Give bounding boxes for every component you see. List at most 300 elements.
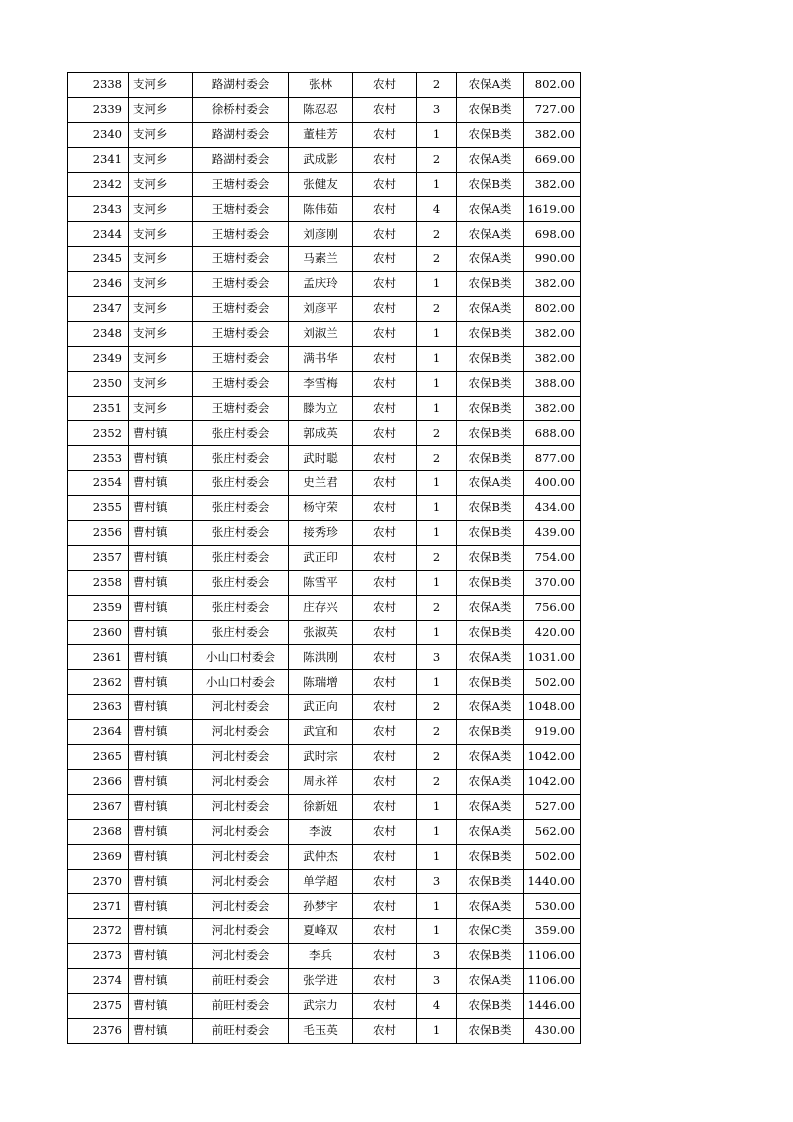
row-id-cell: 2360 — [68, 620, 129, 645]
township-cell: 曹村镇 — [129, 869, 193, 894]
village-committee-cell: 路湖村委会 — [193, 73, 289, 98]
area-type-cell: 农村 — [353, 819, 417, 844]
household-count-cell: 1 — [417, 620, 457, 645]
household-count-cell: 3 — [417, 969, 457, 994]
household-count-cell: 1 — [417, 496, 457, 521]
records-table — [67, 72, 581, 1044]
amount-cell: 388.00 — [524, 371, 581, 396]
township-cell: 支河乡 — [129, 122, 193, 147]
village-committee-cell: 河北村委会 — [193, 769, 289, 794]
area-type-cell: 农村 — [353, 272, 417, 297]
records-body — [68, 73, 581, 1044]
township-cell: 曹村镇 — [129, 471, 193, 496]
amount-cell: 382.00 — [524, 172, 581, 197]
amount-cell: 688.00 — [524, 421, 581, 446]
person-name-cell: 孟庆玲 — [289, 272, 353, 297]
township-cell: 曹村镇 — [129, 446, 193, 471]
township-cell: 支河乡 — [129, 272, 193, 297]
row-id-cell: 2348 — [68, 321, 129, 346]
person-name-cell: 武仲杰 — [289, 844, 353, 869]
amount-cell: 382.00 — [524, 346, 581, 371]
table-row — [68, 496, 581, 521]
category-cell: 农保B类 — [457, 570, 524, 595]
amount-cell: 877.00 — [524, 446, 581, 471]
village-committee-cell: 王塘村委会 — [193, 321, 289, 346]
township-cell: 支河乡 — [129, 73, 193, 98]
person-name-cell: 刘淑兰 — [289, 321, 353, 346]
area-type-cell: 农村 — [353, 993, 417, 1018]
township-cell: 支河乡 — [129, 371, 193, 396]
table-row — [68, 595, 581, 620]
category-cell: 农保C类 — [457, 919, 524, 944]
area-type-cell: 农村 — [353, 521, 417, 546]
person-name-cell: 陈洪刚 — [289, 645, 353, 670]
village-committee-cell: 前旺村委会 — [193, 1018, 289, 1043]
row-id-cell: 2349 — [68, 346, 129, 371]
amount-cell: 754.00 — [524, 545, 581, 570]
household-count-cell: 3 — [417, 645, 457, 670]
township-cell: 曹村镇 — [129, 545, 193, 570]
area-type-cell: 农村 — [353, 1018, 417, 1043]
household-count-cell: 1 — [417, 172, 457, 197]
township-cell: 曹村镇 — [129, 819, 193, 844]
township-cell: 曹村镇 — [129, 769, 193, 794]
person-name-cell: 张学进 — [289, 969, 353, 994]
village-committee-cell: 张庄村委会 — [193, 595, 289, 620]
amount-cell: 1106.00 — [524, 969, 581, 994]
household-count-cell: 2 — [417, 545, 457, 570]
row-id-cell: 2374 — [68, 969, 129, 994]
row-id-cell: 2356 — [68, 521, 129, 546]
area-type-cell: 农村 — [353, 620, 417, 645]
category-cell: 农保A类 — [457, 645, 524, 670]
table-row — [68, 222, 581, 247]
person-name-cell: 武时聪 — [289, 446, 353, 471]
household-count-cell: 2 — [417, 247, 457, 272]
area-type-cell: 农村 — [353, 371, 417, 396]
household-count-cell: 2 — [417, 695, 457, 720]
amount-cell: 1619.00 — [524, 197, 581, 222]
area-type-cell: 农村 — [353, 446, 417, 471]
village-committee-cell: 王塘村委会 — [193, 172, 289, 197]
category-cell: 农保A类 — [457, 695, 524, 720]
row-id-cell: 2346 — [68, 272, 129, 297]
village-committee-cell: 王塘村委会 — [193, 371, 289, 396]
area-type-cell: 农村 — [353, 670, 417, 695]
township-cell: 支河乡 — [129, 147, 193, 172]
area-type-cell: 农村 — [353, 172, 417, 197]
township-cell: 支河乡 — [129, 172, 193, 197]
amount-cell: 382.00 — [524, 122, 581, 147]
area-type-cell: 农村 — [353, 869, 417, 894]
table-row — [68, 197, 581, 222]
table-row — [68, 993, 581, 1018]
amount-cell: 802.00 — [524, 297, 581, 322]
amount-cell: 990.00 — [524, 247, 581, 272]
household-count-cell: 1 — [417, 894, 457, 919]
row-id-cell: 2365 — [68, 745, 129, 770]
household-count-cell: 2 — [417, 222, 457, 247]
area-type-cell: 农村 — [353, 297, 417, 322]
household-count-cell: 1 — [417, 670, 457, 695]
category-cell: 农保B类 — [457, 346, 524, 371]
person-name-cell: 张林 — [289, 73, 353, 98]
area-type-cell: 农村 — [353, 944, 417, 969]
row-id-cell: 2361 — [68, 645, 129, 670]
household-count-cell: 1 — [417, 819, 457, 844]
household-count-cell: 2 — [417, 297, 457, 322]
person-name-cell: 刘彦刚 — [289, 222, 353, 247]
person-name-cell: 武正向 — [289, 695, 353, 720]
row-id-cell: 2340 — [68, 122, 129, 147]
village-committee-cell: 河北村委会 — [193, 745, 289, 770]
row-id-cell: 2341 — [68, 147, 129, 172]
person-name-cell: 郭成英 — [289, 421, 353, 446]
amount-cell: 502.00 — [524, 844, 581, 869]
township-cell: 曹村镇 — [129, 969, 193, 994]
household-count-cell: 2 — [417, 73, 457, 98]
village-committee-cell: 路湖村委会 — [193, 122, 289, 147]
row-id-cell: 2375 — [68, 993, 129, 1018]
area-type-cell: 农村 — [353, 73, 417, 98]
household-count-cell: 1 — [417, 371, 457, 396]
area-type-cell: 农村 — [353, 645, 417, 670]
row-id-cell: 2376 — [68, 1018, 129, 1043]
category-cell: 农保A类 — [457, 147, 524, 172]
household-count-cell: 1 — [417, 844, 457, 869]
row-id-cell: 2362 — [68, 670, 129, 695]
township-cell: 曹村镇 — [129, 570, 193, 595]
household-count-cell: 2 — [417, 745, 457, 770]
township-cell: 支河乡 — [129, 321, 193, 346]
township-cell: 曹村镇 — [129, 844, 193, 869]
area-type-cell: 农村 — [353, 570, 417, 595]
table-row — [68, 645, 581, 670]
row-id-cell: 2343 — [68, 197, 129, 222]
table-row — [68, 521, 581, 546]
person-name-cell: 陈忍忍 — [289, 97, 353, 122]
area-type-cell: 农村 — [353, 471, 417, 496]
table-row — [68, 869, 581, 894]
household-count-cell: 3 — [417, 869, 457, 894]
village-committee-cell: 河北村委会 — [193, 819, 289, 844]
person-name-cell: 李波 — [289, 819, 353, 844]
area-type-cell: 农村 — [353, 122, 417, 147]
amount-cell: 669.00 — [524, 147, 581, 172]
table-row — [68, 745, 581, 770]
township-cell: 支河乡 — [129, 346, 193, 371]
amount-cell: 919.00 — [524, 720, 581, 745]
row-id-cell: 2351 — [68, 396, 129, 421]
table-row — [68, 794, 581, 819]
person-name-cell: 陈伟茹 — [289, 197, 353, 222]
category-cell: 农保A类 — [457, 247, 524, 272]
table-row — [68, 720, 581, 745]
area-type-cell: 农村 — [353, 247, 417, 272]
village-committee-cell: 张庄村委会 — [193, 521, 289, 546]
category-cell: 农保B类 — [457, 944, 524, 969]
table-row — [68, 97, 581, 122]
amount-cell: 1440.00 — [524, 869, 581, 894]
person-name-cell: 李兵 — [289, 944, 353, 969]
category-cell: 农保B类 — [457, 620, 524, 645]
household-count-cell: 1 — [417, 471, 457, 496]
village-committee-cell: 小山口村委会 — [193, 670, 289, 695]
category-cell: 农保A类 — [457, 471, 524, 496]
township-cell: 曹村镇 — [129, 695, 193, 720]
amount-cell: 698.00 — [524, 222, 581, 247]
area-type-cell: 农村 — [353, 346, 417, 371]
area-type-cell: 农村 — [353, 595, 417, 620]
village-committee-cell: 王塘村委会 — [193, 247, 289, 272]
area-type-cell: 农村 — [353, 745, 417, 770]
township-cell: 曹村镇 — [129, 944, 193, 969]
village-committee-cell: 王塘村委会 — [193, 222, 289, 247]
category-cell: 农保B类 — [457, 446, 524, 471]
table-row — [68, 969, 581, 994]
household-count-cell: 1 — [417, 321, 457, 346]
township-cell: 曹村镇 — [129, 521, 193, 546]
table-row — [68, 570, 581, 595]
person-name-cell: 接秀珍 — [289, 521, 353, 546]
amount-cell: 382.00 — [524, 396, 581, 421]
household-count-cell: 1 — [417, 570, 457, 595]
table-row — [68, 819, 581, 844]
amount-cell: 382.00 — [524, 272, 581, 297]
area-type-cell: 农村 — [353, 222, 417, 247]
category-cell: 农保B类 — [457, 396, 524, 421]
amount-cell: 420.00 — [524, 620, 581, 645]
row-id-cell: 2373 — [68, 944, 129, 969]
row-id-cell: 2372 — [68, 919, 129, 944]
category-cell: 农保B类 — [457, 869, 524, 894]
amount-cell: 430.00 — [524, 1018, 581, 1043]
amount-cell: 400.00 — [524, 471, 581, 496]
row-id-cell: 2344 — [68, 222, 129, 247]
amount-cell: 1048.00 — [524, 695, 581, 720]
person-name-cell: 李雪梅 — [289, 371, 353, 396]
village-committee-cell: 河北村委会 — [193, 944, 289, 969]
household-count-cell: 1 — [417, 122, 457, 147]
village-committee-cell: 张庄村委会 — [193, 471, 289, 496]
table-row — [68, 147, 581, 172]
amount-cell: 439.00 — [524, 521, 581, 546]
table-row — [68, 321, 581, 346]
row-id-cell: 2342 — [68, 172, 129, 197]
amount-cell: 434.00 — [524, 496, 581, 521]
category-cell: 农保B类 — [457, 521, 524, 546]
row-id-cell: 2370 — [68, 869, 129, 894]
table-row — [68, 122, 581, 147]
person-name-cell: 单学超 — [289, 869, 353, 894]
township-cell: 曹村镇 — [129, 993, 193, 1018]
area-type-cell: 农村 — [353, 421, 417, 446]
amount-cell: 382.00 — [524, 321, 581, 346]
township-cell: 曹村镇 — [129, 919, 193, 944]
village-committee-cell: 前旺村委会 — [193, 993, 289, 1018]
household-count-cell: 1 — [417, 794, 457, 819]
person-name-cell: 毛玉英 — [289, 1018, 353, 1043]
person-name-cell: 张淑英 — [289, 620, 353, 645]
amount-cell: 756.00 — [524, 595, 581, 620]
area-type-cell: 农村 — [353, 794, 417, 819]
amount-cell: 1042.00 — [524, 745, 581, 770]
village-committee-cell: 小山口村委会 — [193, 645, 289, 670]
table-row — [68, 1018, 581, 1043]
amount-cell: 502.00 — [524, 670, 581, 695]
person-name-cell: 武宜和 — [289, 720, 353, 745]
category-cell: 农保A类 — [457, 969, 524, 994]
category-cell: 农保B类 — [457, 670, 524, 695]
village-committee-cell: 河北村委会 — [193, 919, 289, 944]
area-type-cell: 农村 — [353, 147, 417, 172]
row-id-cell: 2364 — [68, 720, 129, 745]
row-id-cell: 2338 — [68, 73, 129, 98]
village-committee-cell: 王塘村委会 — [193, 346, 289, 371]
person-name-cell: 张健友 — [289, 172, 353, 197]
village-committee-cell: 王塘村委会 — [193, 297, 289, 322]
amount-cell: 530.00 — [524, 894, 581, 919]
township-cell: 支河乡 — [129, 197, 193, 222]
category-cell: 农保A类 — [457, 222, 524, 247]
household-count-cell: 1 — [417, 919, 457, 944]
area-type-cell: 农村 — [353, 321, 417, 346]
table-row — [68, 944, 581, 969]
township-cell: 支河乡 — [129, 97, 193, 122]
category-cell: 农保B类 — [457, 122, 524, 147]
area-type-cell: 农村 — [353, 844, 417, 869]
person-name-cell: 武成影 — [289, 147, 353, 172]
person-name-cell: 陈雪平 — [289, 570, 353, 595]
household-count-cell: 2 — [417, 595, 457, 620]
amount-cell: 1031.00 — [524, 645, 581, 670]
category-cell: 农保B类 — [457, 321, 524, 346]
household-count-cell: 1 — [417, 346, 457, 371]
category-cell: 农保B类 — [457, 496, 524, 521]
table-row — [68, 446, 581, 471]
village-committee-cell: 张庄村委会 — [193, 421, 289, 446]
village-committee-cell: 路湖村委会 — [193, 147, 289, 172]
category-cell: 农保B类 — [457, 844, 524, 869]
row-id-cell: 2353 — [68, 446, 129, 471]
category-cell: 农保A类 — [457, 894, 524, 919]
household-count-cell: 2 — [417, 720, 457, 745]
area-type-cell: 农村 — [353, 720, 417, 745]
township-cell: 曹村镇 — [129, 620, 193, 645]
area-type-cell: 农村 — [353, 969, 417, 994]
household-count-cell: 4 — [417, 197, 457, 222]
township-cell: 支河乡 — [129, 297, 193, 322]
village-committee-cell: 河北村委会 — [193, 720, 289, 745]
row-id-cell: 2359 — [68, 595, 129, 620]
area-type-cell: 农村 — [353, 396, 417, 421]
area-type-cell: 农村 — [353, 545, 417, 570]
township-cell: 支河乡 — [129, 247, 193, 272]
table-row — [68, 396, 581, 421]
amount-cell: 802.00 — [524, 73, 581, 98]
category-cell: 农保A类 — [457, 197, 524, 222]
village-committee-cell: 张庄村委会 — [193, 620, 289, 645]
area-type-cell: 农村 — [353, 496, 417, 521]
person-name-cell: 孙梦宇 — [289, 894, 353, 919]
table-row — [68, 346, 581, 371]
table-row — [68, 247, 581, 272]
row-id-cell: 2350 — [68, 371, 129, 396]
person-name-cell: 陈瑞增 — [289, 670, 353, 695]
table-row — [68, 421, 581, 446]
table-row — [68, 172, 581, 197]
table-row — [68, 73, 581, 98]
township-cell: 曹村镇 — [129, 645, 193, 670]
village-committee-cell: 张庄村委会 — [193, 545, 289, 570]
records-sheet — [67, 72, 581, 1044]
row-id-cell: 2339 — [68, 97, 129, 122]
township-cell: 曹村镇 — [129, 894, 193, 919]
village-committee-cell: 张庄村委会 — [193, 496, 289, 521]
household-count-cell: 3 — [417, 944, 457, 969]
table-row — [68, 471, 581, 496]
person-name-cell: 刘彦平 — [289, 297, 353, 322]
village-committee-cell: 王塘村委会 — [193, 272, 289, 297]
village-committee-cell: 前旺村委会 — [193, 969, 289, 994]
household-count-cell: 4 — [417, 993, 457, 1018]
person-name-cell: 武时宗 — [289, 745, 353, 770]
category-cell: 农保A类 — [457, 769, 524, 794]
person-name-cell: 周永祥 — [289, 769, 353, 794]
table-row — [68, 371, 581, 396]
row-id-cell: 2371 — [68, 894, 129, 919]
village-committee-cell: 张庄村委会 — [193, 570, 289, 595]
row-id-cell: 2354 — [68, 471, 129, 496]
person-name-cell: 杨守荣 — [289, 496, 353, 521]
row-id-cell: 2363 — [68, 695, 129, 720]
village-committee-cell: 王塘村委会 — [193, 197, 289, 222]
township-cell: 曹村镇 — [129, 720, 193, 745]
row-id-cell: 2345 — [68, 247, 129, 272]
category-cell: 农保A类 — [457, 745, 524, 770]
row-id-cell: 2357 — [68, 545, 129, 570]
table-row — [68, 545, 581, 570]
person-name-cell: 武正印 — [289, 545, 353, 570]
area-type-cell: 农村 — [353, 769, 417, 794]
area-type-cell: 农村 — [353, 197, 417, 222]
category-cell: 农保B类 — [457, 272, 524, 297]
household-count-cell: 3 — [417, 97, 457, 122]
township-cell: 支河乡 — [129, 222, 193, 247]
township-cell: 曹村镇 — [129, 1018, 193, 1043]
row-id-cell: 2366 — [68, 769, 129, 794]
category-cell: 农保B类 — [457, 172, 524, 197]
row-id-cell: 2369 — [68, 844, 129, 869]
amount-cell: 1106.00 — [524, 944, 581, 969]
person-name-cell: 史兰君 — [289, 471, 353, 496]
category-cell: 农保A类 — [457, 297, 524, 322]
township-cell: 曹村镇 — [129, 421, 193, 446]
household-count-cell: 1 — [417, 396, 457, 421]
category-cell: 农保A类 — [457, 595, 524, 620]
township-cell: 曹村镇 — [129, 496, 193, 521]
amount-cell: 1042.00 — [524, 769, 581, 794]
village-committee-cell: 河北村委会 — [193, 844, 289, 869]
row-id-cell: 2367 — [68, 794, 129, 819]
village-committee-cell: 河北村委会 — [193, 894, 289, 919]
category-cell: 农保B类 — [457, 421, 524, 446]
table-row — [68, 272, 581, 297]
township-cell: 曹村镇 — [129, 595, 193, 620]
person-name-cell: 马素兰 — [289, 247, 353, 272]
table-row — [68, 695, 581, 720]
household-count-cell: 1 — [417, 1018, 457, 1043]
